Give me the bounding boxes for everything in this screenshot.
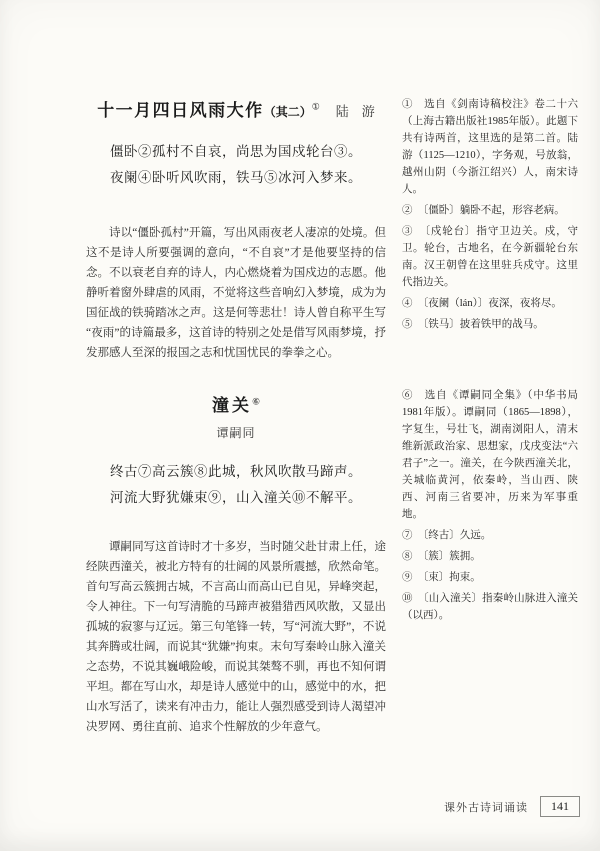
poem1-line-2: 夜阑④卧听风吹雨，铁马⑤冰河入梦来。 <box>110 170 362 185</box>
poem1-line-1: 僵卧②孤村不自哀，尚思为国戍轮台③。 <box>110 144 362 159</box>
note-10: ⑩ 〔山入潼关〕指秦岭山脉进入潼关（以西）。 <box>402 593 578 621</box>
poem2-line-1: 终古⑦高云簇⑧此城，秋风吹散马蹄声。 <box>110 464 362 479</box>
notes-group-2 <box>402 387 578 737</box>
poem2-text <box>86 459 386 511</box>
poem2-commentary: 谭嗣同写这首诗时才十多岁，当时随父赴甘肃上任，途经陕西潼关，被北方特有的壮阔的风景所震撼，欣然命笔。首句写高云簇拥古城，不言高山而高山已自见，异峰突起，令人神往。下一句写清脆的马蹄声被猎猎西风吹散，又显出孤城的寂寥与辽远。第三句笔锋一转，写“河流大野”，不说其奔腾或壮阔，而说其“犹嫌”拘束。末句写秦岭山脉入潼关之态势，不说其巍峨险峻，而说其桀骜不驯，再也不知何谓平坦。都在写山水，却是诗人感觉中的山，感觉中的水，把山水写活了，读来有冲击力，能让人强烈感受到诗人渴望冲决罗网、勇往直前、追求个性解放的少年意气。 <box>86 541 386 733</box>
note-9: ⑨ 〔束〕拘束。 <box>402 572 481 583</box>
note-8: ⑧ 〔簇〕簇拥。 <box>402 551 481 562</box>
note-3: ③ 〔戍轮台〕指守卫边关。戍，守卫。轮台，古地名，在今新疆轮台东南。汉王朝曾在这里驻兵戍守。这里代指边关。 <box>402 226 578 288</box>
poem1-title-line <box>86 96 386 121</box>
page-number: 141 <box>540 796 580 817</box>
poem2-note-ref: ⑥ <box>251 396 261 407</box>
note-1: ① 选自《剑南诗稿校注》卷二十六（上海古籍出版社1985年版）。此题下共有诗两首，这里选的是第二首。陆游（1125—1210），字务观，号放翁，越州山阴（今浙江绍兴）人，南宋诗人。 <box>402 99 578 195</box>
poem2-title: 潼关 <box>211 396 252 415</box>
poem1-commentary: 诗以“僵卧孤村”开篇，写出风雨夜老人凄凉的处境。但这不是诗人所要强调的意向，“不自哀”才是他要坚持的信念。不以衰老自弃的诗人，内心燃烧着为国戍边的志愿。他静听着窗外肆虐的风雨，不觉将这些音响幻入梦境，成为为国征战的铁骑踏冰之声。这是何等悲壮！诗人曾自称平生写“夜雨”的诗篇最多，这首诗的特别之处是借写风雨梦境，抒发那感人至深的报国之志和忧国忧民的拳拳之心。 <box>86 227 386 359</box>
poem1-section <box>86 96 386 363</box>
note-2: ② 〔僵卧〕躺卧不起，形容老病。 <box>402 205 565 216</box>
poem1-author: 陆 游 <box>335 104 375 119</box>
page-content <box>86 96 578 737</box>
poem1-title: 十一月四日风雨大作 <box>97 101 264 120</box>
poem1-subtitle: （其二） <box>263 105 312 119</box>
poem2-section <box>86 387 386 737</box>
note-6: ⑥ 选自《谭嗣同全集》（中华书局1981年版）。谭嗣同（1865—1898），字复生，号壮飞，湖南浏阳人，清末维新派政治家、思想家，戊戌变法“六君子”之一。潼关，在今陕西潼关北，关城临黄河，依秦岭，当山西、陕西、河南三省要冲，历来为军事重地。 <box>402 390 578 520</box>
notes-group-1 <box>402 96 578 363</box>
page-footer <box>444 796 580 817</box>
poem1-text <box>86 139 386 191</box>
note-5: ⑤ 〔铁马〕披着铁甲的战马。 <box>402 319 544 330</box>
poem2-title-line <box>86 391 386 416</box>
poem2-author: 谭嗣同 <box>216 426 256 440</box>
note-4: ④ 〔夜阑（lán）〕夜深，夜将尽。 <box>402 298 562 309</box>
note-7: ⑦ 〔终古〕久远。 <box>402 530 492 541</box>
poem1-note-ref: ① <box>311 101 320 112</box>
poem2-line-2: 河流大野犹嫌束⑨，山入潼关⑩不解平。 <box>110 490 362 505</box>
footer-section-label: 课外古诗词诵读 <box>444 801 528 814</box>
